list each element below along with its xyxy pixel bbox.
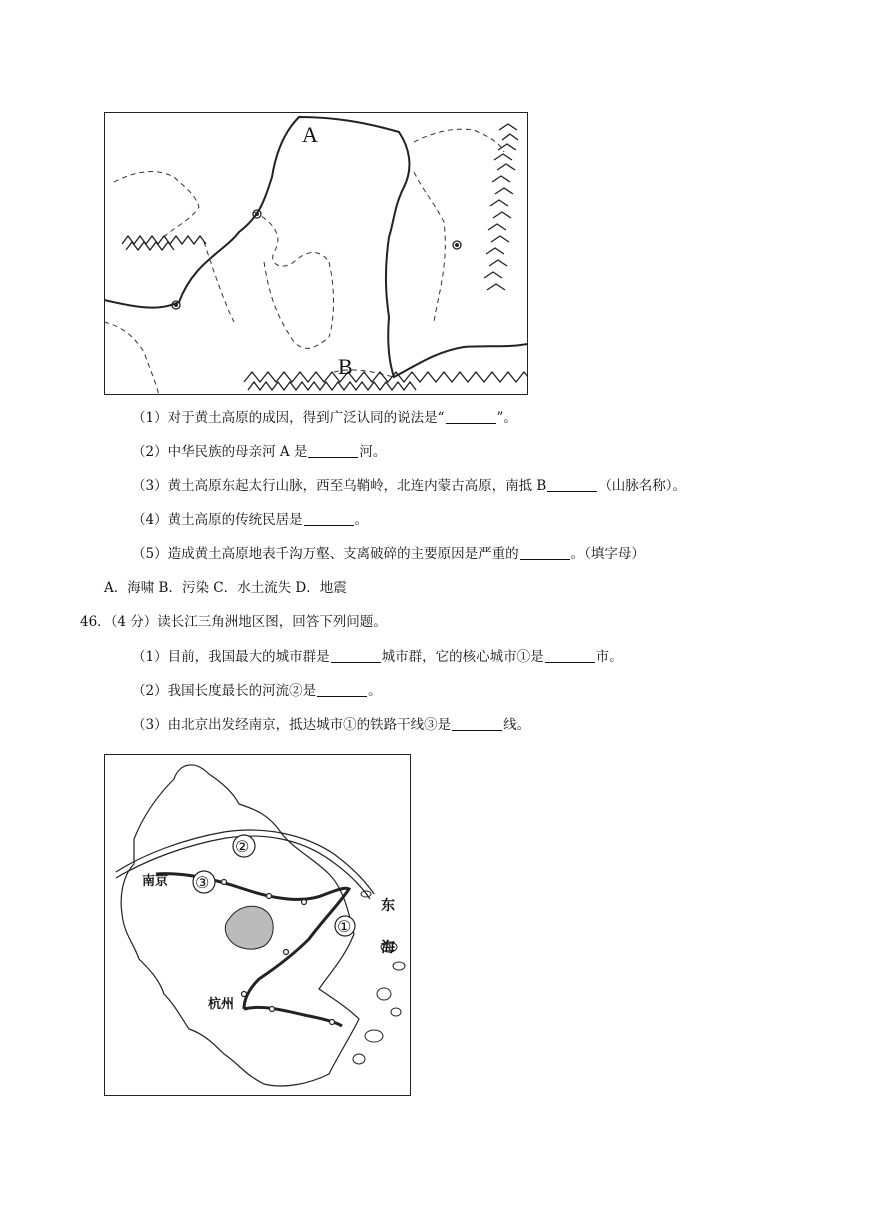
city-nanjing: 南京 [142,874,169,889]
label-3: ③ [195,873,210,892]
q46-item-2: （2）我国长度最长的河流②是 。 [132,683,382,699]
q45-item-4: （4）黄土高原的传统民居是 。 [132,512,369,528]
answer-blank[interactable] [520,545,570,560]
q45-item-2: （2）中华民族的母亲河 A 是 河。 [132,444,387,460]
label-2: ② [235,837,250,856]
q46-item-3: （3）由北京出发经南京，抵达城市①的铁路干线③是 线。 [132,717,531,733]
label-b: B [338,354,353,379]
q46-item-1: （1）目前，我国最大的城市群是 城市群，它的核心城市①是 市。 [132,649,623,665]
sea-label-2: 海 [381,940,395,956]
answer-blank[interactable] [308,443,358,458]
q45-item-5: （5）造成黄土高原地表千沟万壑、支离破碎的主要原因是严重的 。（填字母） [132,546,645,562]
sea-label-1: 东 [381,898,395,914]
loess-plateau-map [104,112,528,395]
answer-blank[interactable] [547,477,597,492]
answer-blank[interactable] [304,511,354,526]
label-a: A [302,122,318,147]
city-hangzhou: 杭州 [208,997,235,1012]
q46-heading: 46．（4 分）读长江三角洲地区图，回答下列问题。 [80,614,387,630]
q45-item-1: （1）对于黄土高原的成因，得到广泛认同的说法是“ ”。 [132,410,517,426]
answer-blank[interactable] [452,716,502,731]
q45-item-3: （3）黄土高原东起太行山脉，西至乌鞘岭，北连内蒙古高原，南抵 B （山脉名称）。 [132,478,687,494]
answer-blank[interactable] [446,409,496,424]
label-1: ① [337,917,352,936]
answer-blank[interactable] [545,648,595,663]
answer-blank[interactable] [317,682,367,697]
answer-blank[interactable] [331,648,381,663]
q45-options: A．海啸 B．污染 C．水土流失 D．地震 [104,580,347,596]
yangtze-delta-map [104,754,411,1096]
